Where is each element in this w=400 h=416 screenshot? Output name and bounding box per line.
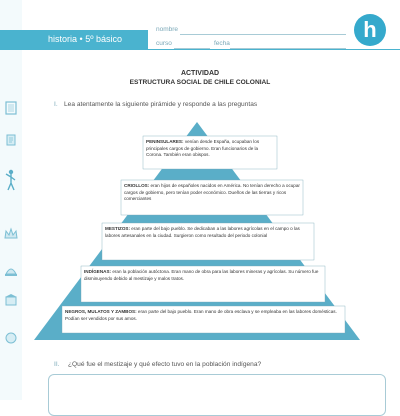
question-1-text: Lea atentamente la siguiente pirámide y responde a las preguntas	[64, 101, 258, 108]
level-text-indigenas: INDÍGENAS: eran la población autóctona. Eran mano de obra para las labores mineras y agrícolas. Su número fue disminuyendo debido al mestizaje y malos tratos.	[84, 269, 319, 281]
activity-subtitle: ESTRUCTURA SOCIAL DE CHILE COLONIAL	[129, 79, 271, 86]
level-text-mestizos: MESTIZOS: eran parte del bajo pueblo. Se dedicaban a las labores agrícolas en el campo o las labores artesanales en la ciudad. Surgieron como resultado del periodo colonial	[105, 226, 300, 238]
level-text-criollos: CRIOLLOS: eran hijos de españoles nacidos en América. No tenían derecho a ocupar cargos de gobierno, pero tenían poder económico. Dueños de las tierras y ricos comerciantes	[124, 183, 300, 202]
date-label: fecha	[214, 40, 230, 47]
level-text-peninsulares: PENINSULARES: venían desde España, ocupaban los principales cargos de gobierno. Eran funcionarios de la Corona. También eran obispos.	[146, 139, 260, 158]
answer-box[interactable]	[48, 374, 386, 416]
course-label: curso	[156, 40, 172, 47]
logo-h: h	[354, 14, 386, 46]
subject-label: historia • 5º básico	[48, 34, 123, 44]
question-2-number: II.	[54, 361, 60, 368]
question-1-number: I.	[54, 101, 58, 108]
question-2-text: ¿Qué fue el mestizaje y qué efecto tuvo en la población indígena?	[68, 361, 262, 368]
level-text-negros: NEGROS, MULATOS Y ZAMBOS: eran parte del bajo pueblo. Eran mano de obra esclava y se empleaba en las labores domésticas. Podían ser vendidos por sus amos.	[65, 309, 337, 321]
activity-title: ACTIVIDAD	[180, 70, 220, 77]
name-label: nombre	[156, 26, 179, 33]
